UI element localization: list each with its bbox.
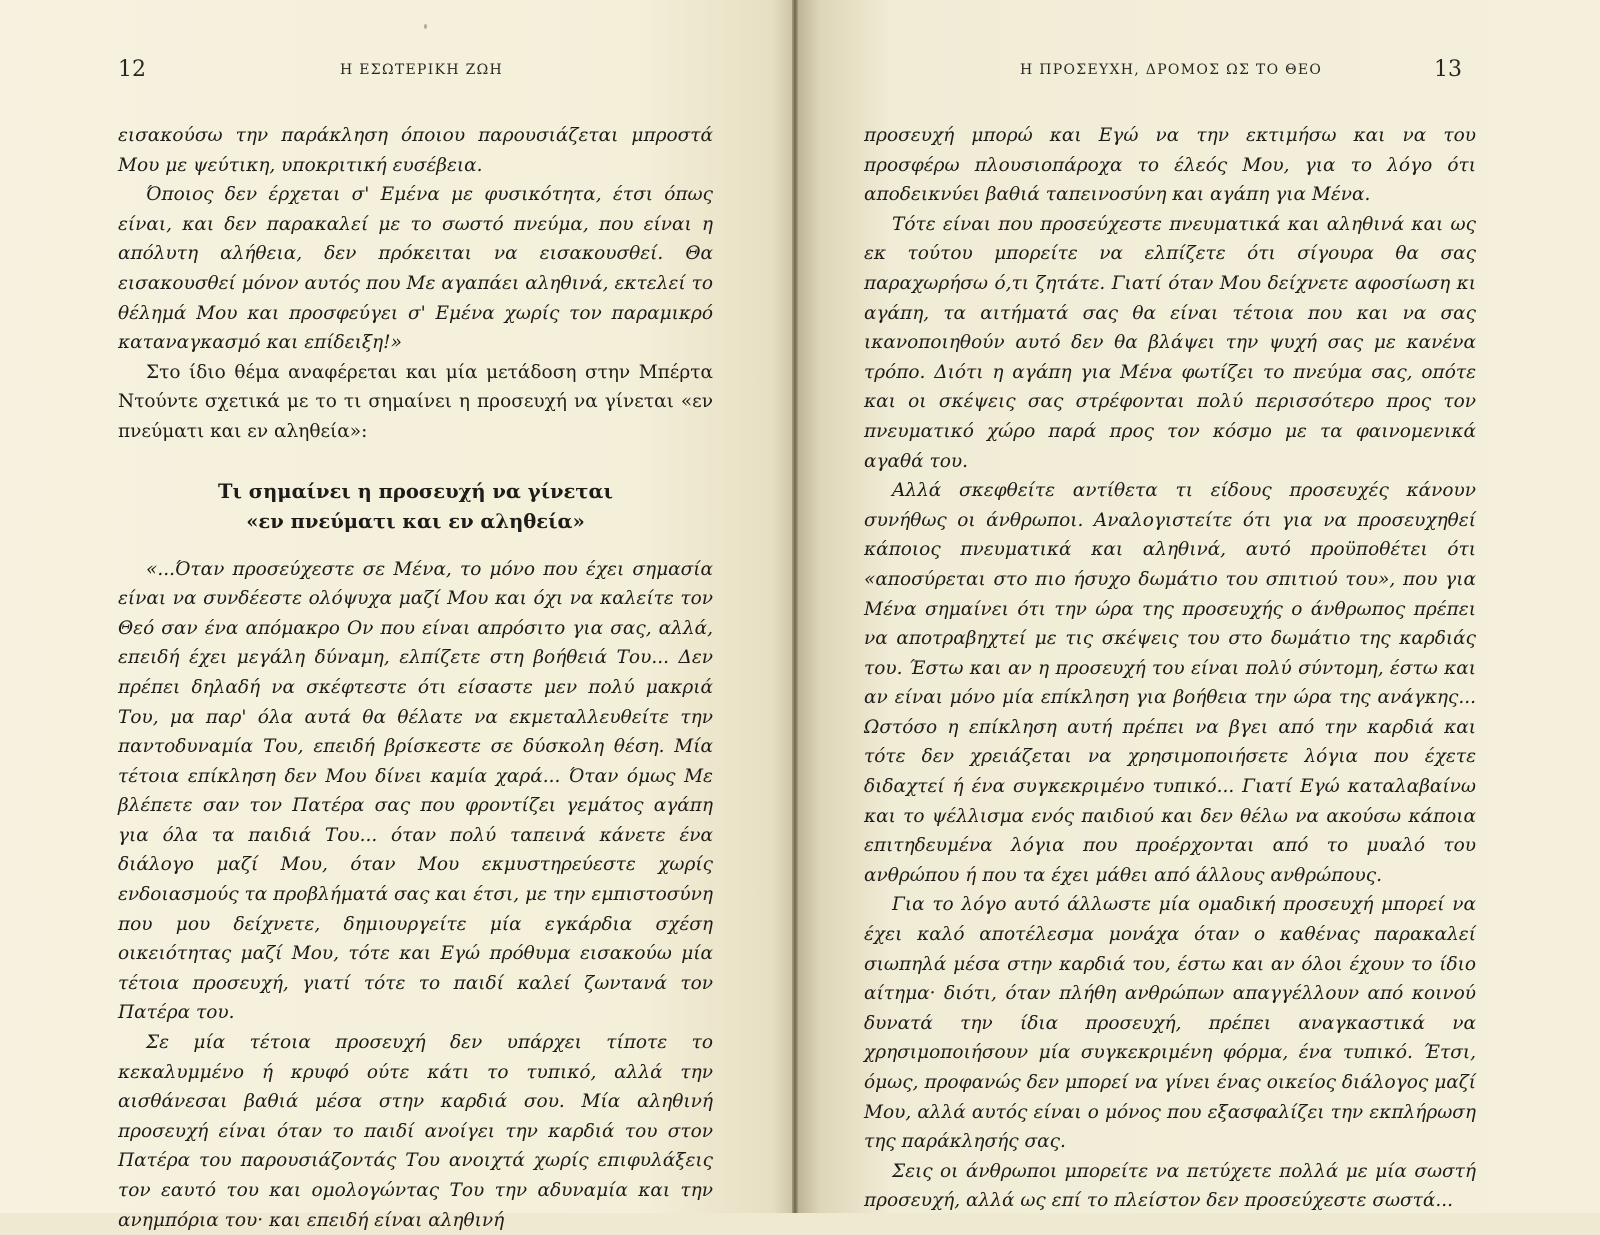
left-page — [0, 0, 796, 1231]
left-page-number: 12 — [118, 57, 146, 82]
paragraph: Τότε είναι που προσεύχεστε πνευματικά και αληθινά και ως εκ τούτου μπορείτε να ελπίζετε ότι σίγουρα θα σας παραχωρήσω ό,τι ζητάτε. Γιατί όταν Μου δείχνετε αφοσίωση κι αγάπη, τα αιτήματά σας θα είναι τέτοια που και να σας ικανοποιηθούν αυτό δεν θα βλάψει την ψυχή σας με κανένα τρόπο. Διότι η αγάπη για Μένα φωτίζει το πνεύμα σας, οπότε και οι σκέψεις σας στρέφονται πολύ περισσότερο προς τον πνευματικό χώρο παρά προς τον κόσμο με τα φαινομενικά αγαθά του. — [864, 213, 1476, 472]
left-body-text — [118, 121, 713, 1235]
right-page-number: 13 — [1434, 57, 1462, 82]
book-gutter — [792, 0, 798, 1213]
section-heading — [118, 477, 713, 537]
paragraph: Στο ίδιο θέμα αναφέρεται και μία μετάδοση στην Μπέρτα Ντούντε σχετικά με το τι σημαίνει η προσευχή να γίνεται «εν πνεύματι και εν αληθεία»: — [118, 361, 713, 442]
ink-speck — [424, 24, 427, 29]
section-heading-line-1: Τι σημαίνει η προσευχή να γίνεται — [218, 479, 613, 503]
section-heading-line-2: «εν πνεύματι και εν αληθεία» — [246, 509, 585, 533]
right-running-head: Η ΠΡΟΣΕΥΧΗ, ΔΡΟΜΟΣ ΩΣ ΤΟ ΘΕΟ — [1020, 62, 1323, 78]
right-paragraphs — [864, 121, 1476, 1216]
paragraph: εισακούσω την παράκληση όποιου παρουσιάζεται μπροστά Μου με ψεύτικη, υποκριτική ευσέβεια. — [118, 125, 713, 176]
left-running-head: Η ΕΣΩΤΕΡΙΚΗ ΖΩΗ — [340, 62, 504, 78]
paragraph: Σε μία τέτοια προσευχή δεν υπάρχει τίποτε το κεκαλυμμένο ή κρυφό ούτε κάτι το τυπικό, αλλά την αισθάνεσαι βαθιά μέσα στην καρδιά σου. Μία αληθινή προσευχή είναι όταν το παιδί ανοίγει την καρδιά του στον Πατέρα του παρουσιάζοντάς Του ανοιχτά χωρίς επιφυλάξεις τον εαυτό του και ομολογώντας Του την αδυναμία και την ανημπόρια του· και επειδή είναι αληθινή — [118, 1032, 713, 1231]
paragraph: Όποιος δεν έρχεται σ' Εμένα με φυσικότητα, έτσι όπως είναι, και δεν παρακαλεί με το σωστό πνεύμα, που είναι η απόλυτη αλήθεια, δεν πρόκειται να εισακουσθεί. Θα εισακουσθεί μόνον αυτός που Με αγαπάει αληθινά, εκτελεί το θέλημά Μου και προσφεύγει σ' Εμένα χωρίς τον παραμικρό καταναγκασμό και επίδειξη!» — [118, 184, 713, 354]
right-page — [796, 0, 1600, 1213]
paragraph: Για το λόγο αυτό άλλωστε μία ομαδική προσευχή μπορεί να έχει καλό αποτέλεσμα μονάχα όταν ο καθένας παρακαλεί σιωπηλά μέσα στην καρδιά του, έστω και αν όλοι έχουν το ίδιο αίτημα· διότι, όταν πλήθη ανθρώπων απαγγέλλουν από κοινού δυνατά την ίδια προσευχή, πρέπει αναγκαστικά να χρησιμοποιήσουν μία συγκεκριμένη φόρμα, ένα τυπικό. Έτσι, όμως, προφανώς δεν μπορεί να γίνει ένας οικείος διάλογος μαζί Μου, αλλά αυτός είναι ο μόνος που εξασφαλίζει την εκπλήρωση της παράκλησής σας. — [864, 894, 1476, 1153]
paragraph: Σεις οι άνθρωποι μπορείτε να πετύχετε πολλά με μία σωστή προσευχή, αλλά ως επί το πλείστον δεν προσεύχεστε σωστά... — [864, 1160, 1476, 1212]
paragraph: προσευχή μπορώ και Εγώ να την εκτιμήσω και να του προσφέρω πλουσιοπάροχα το έλεός Μου, για το λόγο ότι αποδεικνύει βαθιά ταπεινοσύνη και αγάπη για Μένα. — [864, 125, 1476, 206]
right-body-text — [864, 121, 1476, 1216]
paragraph: «...Όταν προσεύχεστε σε Μένα, το μόνο που έχει σημασία είναι να συνδέεστε ολόψυχα μαζί Μου και όχι να καλείτε τον Θεό σαν ένα απόμακρο Ον που είναι απρόσιτο για σας, αλλά, επειδή έχει μεγάλη δύναμη, ελπίζετε στη βοήθειά Του... Δεν πρέπει δηλαδή να σκέφτεστε ότι είσαστε μεν πολύ μακριά Του, μα παρ' όλα αυτά θα θέλατε να εκμεταλλευθείτε την παντοδυναμία Του, επειδή βρίσκεστε σε δύσκολη θέση. Μία τέτοια επίκληση δεν Μου δίνει καμία χαρά... Όταν όμως Με βλέπετε σαν τον Πατέρα σας που φροντίζει γεμάτος αγάπη για όλα τα παιδιά Του... όταν πολύ ταπεινά κάνετε ένα διάλογο μαζί Μου, όταν Μου εκμυστηρεύεστε χωρίς ενδοιασμούς τα προβλήματά σας και έτσι, με την εμπιστοσύνη που μου δείχνετε, δημιουργείτε μία εγκάρδια σχέση οικειότητας μαζί Μου, τότε και Εγώ πρόθυμα εισακούω μία τέτοια προσευχή, γιατί τότε το παιδί καλεί ζωντανά τον Πατέρα του. — [118, 558, 713, 1024]
left-paragraphs — [118, 121, 713, 447]
left-paragraphs-after-heading — [118, 555, 713, 1235]
paragraph: Αλλά σκεφθείτε αντίθετα τι είδους προσευχές κάνουν συνήθως οι άνθρωποι. Αναλογιστείτε ότι για να προσευχηθεί κάποιος πνευματικά και αληθινά, αυτό προϋποθέτει ότι «αποσύρεται στο πιο ήσυχο δωμάτιο του σπιτιού του», που για Μένα σημαίνει ότι την ώρα της προσευχής ο άνθρωπος πρέπει να αποτραβηχτεί με τις σκέψεις του στο δωμάτιο της καρδιάς του. Έστω και αν η προσευχή του είναι πολύ σύντομη, έστω και αν είναι μόνο μία επίκληση για βοήθεια την ώρα της ανάγκης... Ωστόσο η επίκληση αυτή πρέπει να βγει από την καρδιά και τότε δεν χρειάζεται να χρησιμοποιήσετε λόγια που έχετε διδαχτεί ή ένα συγκεκριμένο τυπικό... Γιατί Εγώ καταλαβαίνω και το ψέλλισμα ενός παιδιού και δεν θέλω να ακούσω κάποια επιτηδευμένα λόγια που προέρχονται από το μυαλό του ανθρώπου ή που τα έχει μάθει από άλλους ανθρώπους. — [864, 480, 1476, 886]
